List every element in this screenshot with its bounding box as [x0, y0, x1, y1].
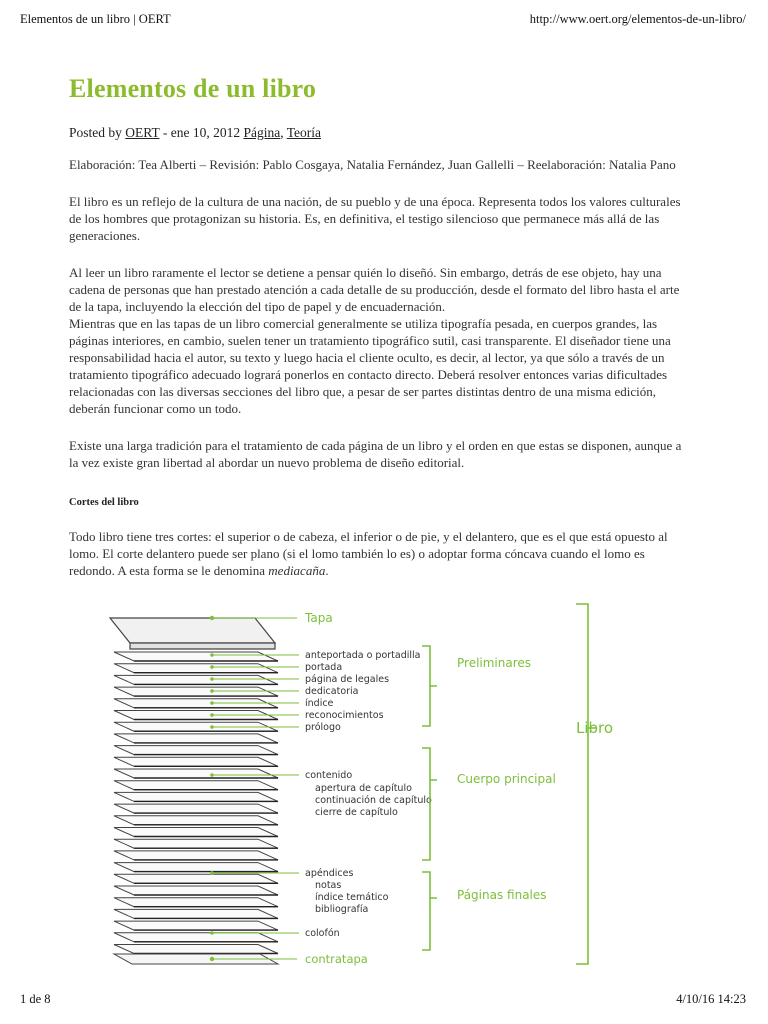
page-sheet	[114, 945, 278, 954]
finales-item: notas	[315, 880, 342, 891]
cuerpo-label: Cuerpo principal	[457, 772, 556, 786]
cortes-italic-term: mediacaña	[268, 563, 326, 578]
cortes-end: .	[325, 563, 329, 578]
page-sheet	[114, 664, 278, 673]
credits-paragraph: Elaboración: Tea Alberti – Revisión: Pablo Cosgaya, Natalia Fernández, Juan Gallelli – Reelaboración: Natalia Pano	[69, 157, 676, 172]
prelim-item: dedicatoria	[305, 686, 359, 697]
page-sheet	[114, 781, 278, 790]
paragraph-2a: Al leer un libro raramente el lector se detiene a pensar quién lo diseñó. Sin embargo, detrás de ese objeto, hay una cadena de personas que han prestado atención a cada detalle de su producción, desde el formato del libro hasta el arte de la tapa, incluyendo la elección del tipo de papel y de encuadernación.	[69, 265, 680, 314]
prelim-item: índice	[305, 698, 334, 709]
meta-separator: ,	[280, 125, 287, 140]
page-sheet	[114, 909, 278, 918]
category-link-teoria[interactable]: Teoría	[286, 125, 322, 140]
item-dot	[210, 773, 214, 777]
author-link[interactable]: OERT	[125, 125, 160, 140]
paragraph-1: El libro es un reflejo de la cultura de una nación, de su pueblo y de una época. Representa todos los valores culturales de los hombres que protagonizan su historia. Es, en definitiva, el testigo silencioso que permanece más allá de las generaciones.	[69, 194, 681, 243]
preliminares-bracket	[422, 646, 437, 726]
cortes-paragraph	[69, 528, 691, 579]
category-link-pagina[interactable]: Página	[243, 125, 281, 140]
item-dot	[210, 871, 214, 875]
tapa-label: Tapa	[305, 611, 333, 625]
cuerpo-item: continuación de capítulo	[315, 795, 432, 806]
print-header	[20, 12, 746, 28]
print-date: 4/10/16 14:23	[676, 992, 746, 1006]
print-header-url: http://www.oert.org/elementos-de-un-libro/	[529, 12, 746, 26]
item-dot	[210, 677, 214, 681]
page-stack	[114, 652, 278, 954]
prelim-item: portada	[305, 662, 343, 673]
item-dot	[210, 653, 214, 657]
diagram-svg	[100, 598, 620, 970]
finales-item: índice temático	[315, 892, 389, 903]
page-sheet	[114, 886, 278, 895]
paragraph-3: Existe una larga tradición para el tratamiento de cada página de un libro y el orden en que estas se disponen, aunque a la vez existe gran libertad al abordar un nuevo problema de diseño editorial.	[69, 438, 682, 470]
item-dot	[210, 701, 214, 705]
finales-item: bibliografía	[315, 904, 369, 915]
page-sheet	[114, 828, 278, 837]
prelim-item: prólogo	[305, 722, 341, 733]
colofon-label: colofón	[305, 928, 340, 939]
page-sheet	[114, 769, 278, 778]
cuerpo-item: cierre de capítulo	[315, 807, 398, 818]
page-sheet	[114, 933, 278, 942]
page-sheet	[114, 851, 278, 860]
page-sheet	[114, 804, 278, 813]
meta-date: - ene 10, 2012	[159, 125, 244, 140]
print-footer	[20, 992, 746, 1008]
libro-label: Libro	[575, 719, 613, 737]
item-dot	[210, 725, 214, 729]
page-sheet	[114, 757, 278, 766]
cuerpo-heading: contenido	[305, 770, 353, 781]
meta-prefix: Posted by	[69, 125, 126, 140]
item-dot	[210, 713, 214, 717]
page-sheet	[114, 816, 278, 825]
page-title: Elementos de un libro	[69, 74, 317, 103]
section-heading-cortes: Cortes del libro	[69, 497, 139, 508]
page-sheet	[114, 734, 278, 743]
cuerpo-item: apertura de capítulo	[315, 783, 412, 794]
item-dot	[210, 931, 214, 935]
print-header-title: Elementos de un libro | OERT	[20, 12, 171, 26]
page-counter: 1 de 8	[20, 992, 51, 1006]
front-cover	[110, 618, 275, 643]
page-sheet	[114, 874, 278, 883]
preliminares-label: Preliminares	[457, 656, 532, 670]
tapa-group	[110, 611, 333, 649]
page-sheet	[114, 792, 278, 801]
paragraph-2b: Mientras que en las tapas de un libro comercial generalmente se utiliza tipografía pesada, en cuerpos grandes, las páginas interiores, en cambio, suelen tener un tratamiento tipográfico sutil, casi transparente. El diseñador tiene una responsabilidad hacia el autor, su texto y luego hacia el cliente oculto, es decir, al lector, ya que sólo a través de un tratamiento tipográfico adecuado logrará ponerlos en contacto directo. Deberá resolver entonces varias dificultades relacionadas con las diversas secciones del libro que, a pesar de ser partes distintas dentro de una misma edición, deberán funcionar como un todo.	[69, 316, 671, 416]
finales-heading: apéndices	[305, 868, 354, 879]
article	[69, 72, 691, 579]
page-sheet	[114, 652, 278, 661]
finales-bracket	[422, 872, 437, 950]
item-dot	[210, 665, 214, 669]
page-sheet	[114, 863, 278, 872]
page-sheet	[114, 839, 278, 848]
page-sheet	[114, 675, 278, 684]
contratapa-label: contratapa	[305, 952, 368, 966]
finales-label: Páginas finales	[457, 888, 547, 902]
page-sheet	[114, 687, 278, 696]
item-dot	[210, 689, 214, 693]
page-sheet	[114, 746, 278, 755]
cortes-text: Todo libro tiene tres cortes: el superior o de cabeza, el inferior o de pie, y el delantero, que es el que está opuesto al lomo. El corte delantero puede ser plano (si el lomo también lo es) o adoptar forma cóncava cuando el lomo es redondo. A esta forma se le denomina	[69, 529, 668, 578]
page-sheet	[114, 898, 278, 907]
prelim-item: página de legales	[305, 674, 390, 685]
prelim-item: reconocimientos	[305, 710, 384, 721]
post-meta	[69, 124, 691, 142]
front-cover-edge	[130, 643, 275, 649]
page-sheet	[114, 921, 278, 930]
book-structure-diagram	[100, 598, 620, 970]
prelim-item: anteportada o portadilla	[305, 650, 421, 661]
libro-bracket	[576, 604, 596, 964]
